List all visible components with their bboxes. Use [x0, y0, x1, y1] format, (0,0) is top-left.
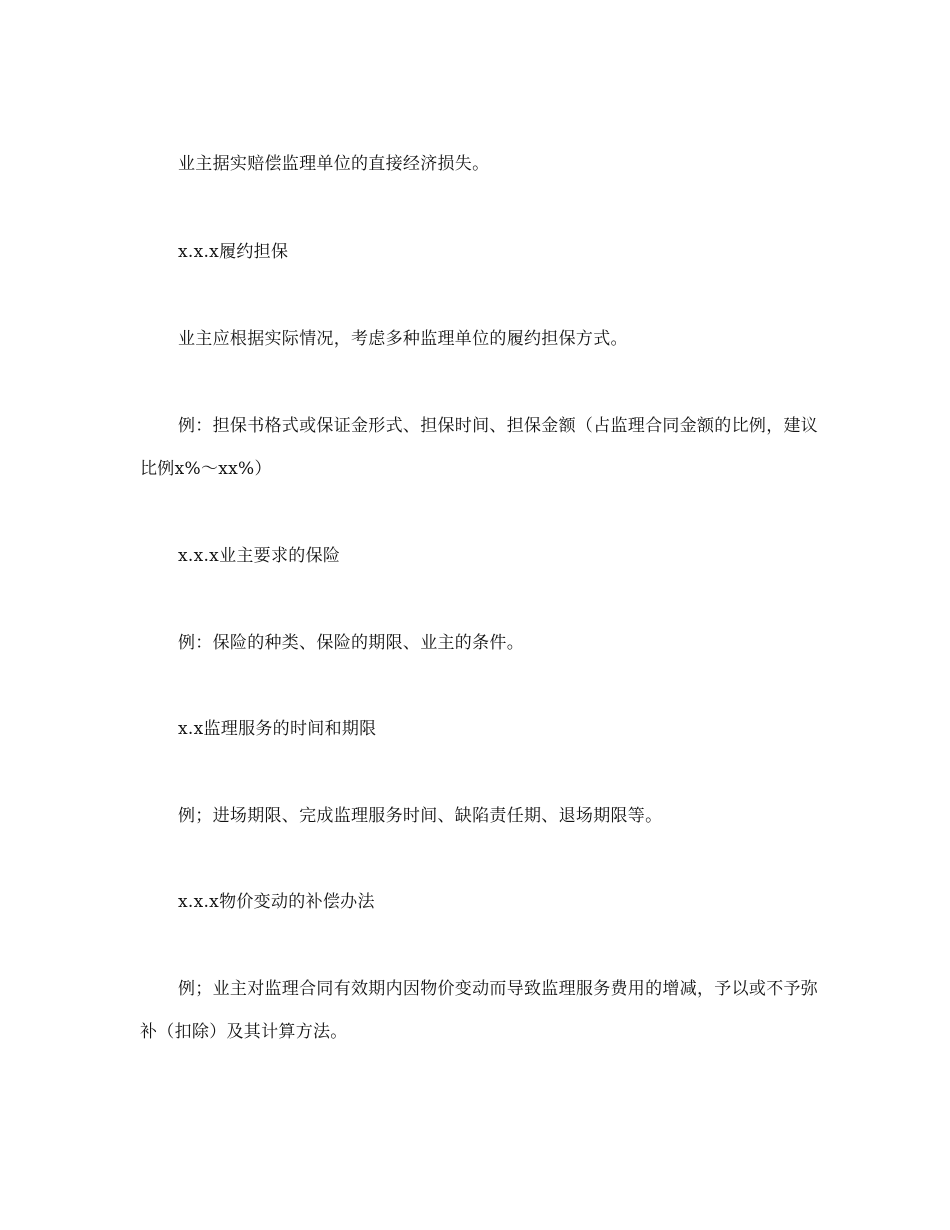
paragraph-insurance-example: 例：保险的种类、保险的期限、业主的条件。 [178, 633, 524, 653]
paragraph-price-compensation-example: 例；业主对监理合同有效期内因物价变动而导致监理服务费用的增减，予以或不予弥补（扣除）及其计算方法。 [140, 979, 819, 1042]
paragraph-compensation: 业主据实赔偿监理单位的直接经济损失。 [178, 154, 490, 174]
heading-service-period: x.x监理服务的时间和期限 [178, 719, 377, 739]
heading-performance-guarantee: x.x.x履约担保 [178, 242, 289, 262]
heading-price-compensation: x.x.x物价变动的补偿办法 [178, 892, 375, 912]
paragraph-service-period-example: 例；进场期限、完成监理服务时间、缺陷责任期、退场期限等。 [178, 806, 663, 826]
paragraph-guarantee-methods: 业主应根据实际情况，考虑多种监理单位的履约担保方式。 [178, 329, 628, 349]
paragraph-guarantee-example: 例：担保书格式或保证金形式、担保时间、担保金额（占监理合同金额的比例，建议比例x%～xx%） [140, 416, 819, 479]
heading-insurance: x.x.x业主要求的保险 [178, 546, 341, 566]
